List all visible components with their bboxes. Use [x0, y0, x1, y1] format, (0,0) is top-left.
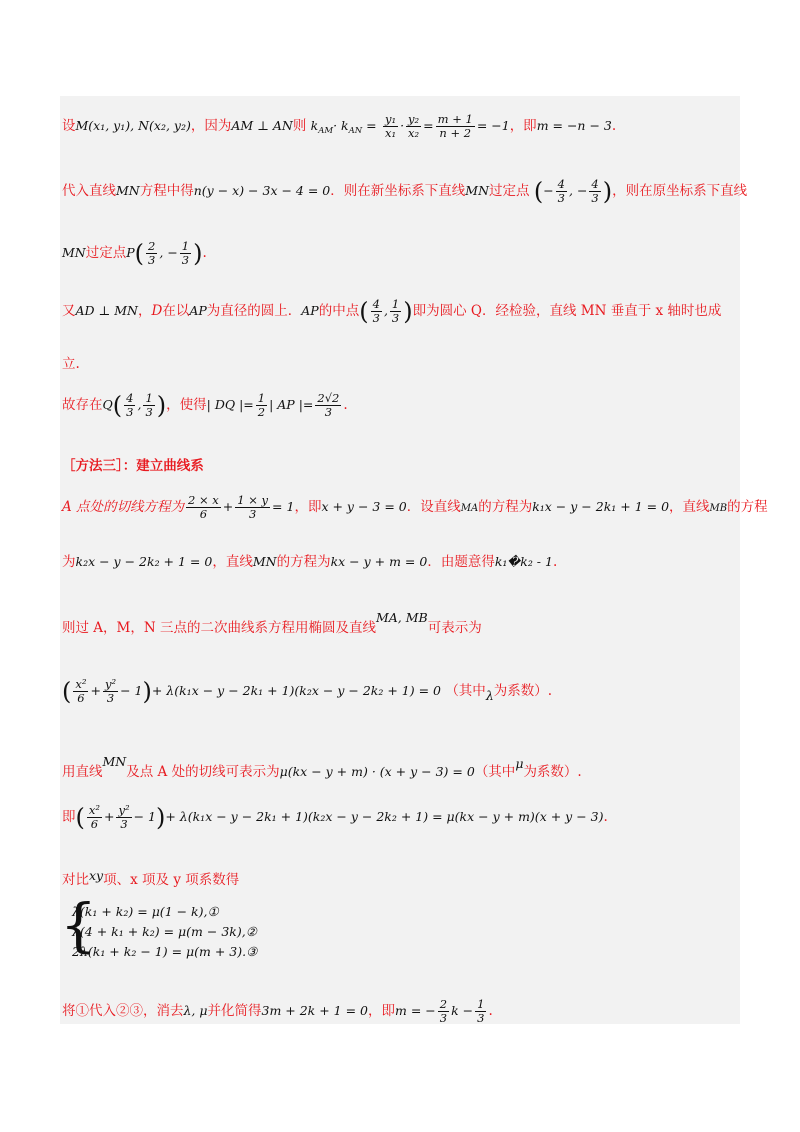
math: AP	[189, 303, 207, 318]
math: − 1	[120, 683, 143, 698]
text: 为系数）.	[493, 683, 553, 699]
math: λ, μ	[183, 1003, 208, 1018]
fraction: $\frac{2}{3}$	[148, 239, 156, 267]
line-11: ( $\frac{\text{x²}}{6}$ + $\frac{\text{y²}}{3}$ − 1)+ λ(k₁x − y − 2k₁ + 1)(k₂x − y − 2k₂ + 1) = 0 （其中λ为系数）.	[62, 677, 553, 706]
math: μ(kx − y + m) · (x + y − 3) = 0	[279, 764, 475, 779]
math: | DQ |=	[206, 397, 254, 412]
text: 对比	[62, 872, 89, 888]
fraction: $\frac{2 \times x}{6}$	[188, 493, 219, 521]
fraction: $\frac{4}{3}$	[126, 391, 134, 419]
math: MN	[116, 183, 140, 198]
math: MN	[62, 245, 86, 260]
line-10	[62, 608, 482, 638]
text: 即	[62, 809, 76, 825]
line-9	[62, 552, 557, 572]
text: .	[343, 397, 348, 413]
math: n(y − x) − 3x − 4 = 0	[193, 183, 331, 198]
text: .	[488, 1003, 493, 1019]
line-5	[62, 354, 80, 374]
math: xy	[89, 868, 104, 883]
text: 将①代入②③，消去	[62, 1003, 184, 1019]
text: （其中	[445, 683, 486, 699]
equation-row: 2λ(k₁ + k₂ − 1) = μ(m + 3).③	[72, 944, 258, 959]
text: .	[552, 554, 558, 570]
line-15	[62, 998, 493, 1025]
line-1: 设M(x₁, y₁), N(x₂, y₂)，因为AM ⊥ AN则 $k_{AM}\cdot k_{AN}$ = $\frac{\text{y₁}}{\text{x₁}}$ · $\frac{\text{y₂}}{\text{x₂}}$ = $\frac{m + 1}{n + 2}$ = −1，即m = −n − 3.	[62, 112, 617, 140]
math: +	[90, 683, 101, 698]
fraction: $\frac{1}{3}$	[477, 997, 485, 1025]
line-13: 即( $\frac{\text{x²}}{6}$ + $\frac{\text{y²}}{3}$ − 1)+ λ(k₁x − y − 2k₁ + 1)(k₂x − y − 2k₂ + 1) = μ(kx − y + m)(x + y − 3).	[62, 803, 608, 832]
math: MN	[102, 754, 127, 769]
fraction: $\frac{\text{x²}}{6}$	[88, 803, 100, 831]
math: | AP |=	[269, 397, 314, 412]
fraction: $\frac{2√2}{3}$	[317, 391, 340, 419]
math: k −	[451, 1003, 474, 1018]
line-2: 代入直线MN方程中得n(y − x) − 3x − 4 = 0．则在新坐标系下直线MN过定点 (− $\frac{4}{3}$ , − $\frac{4}{3}$ )，则在原坐标系下直线	[62, 177, 748, 206]
fraction: $\frac{4}{3}$	[372, 297, 380, 325]
math: AP	[301, 303, 319, 318]
text: 的方程为	[478, 499, 533, 515]
fraction: $\frac{1}{2}$	[257, 391, 266, 419]
text: 即为圆心 Q．经检验，直线 MN 垂直于 x 轴时也成	[412, 303, 722, 319]
fraction: $\frac{1 \times y}{3}$	[237, 493, 269, 521]
text: 并化简得	[207, 1003, 262, 1019]
section-heading	[62, 456, 204, 476]
text: 设	[62, 118, 76, 134]
fraction: $\frac{\text{y²}}{3}$	[104, 677, 117, 705]
text: ，因为	[190, 118, 232, 134]
math: M(x₁, y₁), N(x₂, y₂)	[75, 118, 191, 133]
math: MA	[460, 503, 479, 514]
text: ．则在新坐标系下直线	[330, 183, 466, 199]
fraction: $\frac{m + 1}{n + 2}$	[437, 112, 473, 140]
math: k₁x − y − 2k₁ + 1 = 0	[532, 499, 670, 514]
line-8	[62, 494, 768, 521]
text: 为	[62, 554, 76, 570]
math: +	[222, 499, 234, 514]
equation-row: λ(k₁ + k₂) = μ(1 − k),①	[72, 904, 219, 919]
text: 及点 A 处的切线可表示为	[126, 764, 280, 780]
math: MB	[709, 503, 728, 514]
math: AM ⊥ AN	[231, 118, 293, 133]
equation-row: λ(4 + k₁ + k₂) = μ(m − 3k),②	[72, 924, 257, 939]
text: 立.	[62, 356, 80, 372]
text: 过定点	[85, 245, 127, 261]
text: 的方程	[727, 499, 768, 515]
math: + λ(k₁x − y − 2k₁ + 1)(k₂x − y − 2k₂ + 1) = μ(kx − y + m)(x + y − 3)	[165, 809, 604, 824]
fraction: $\frac{4}{3}$	[591, 177, 599, 205]
text: ，直线	[212, 554, 253, 570]
text: 项、x 项及 y 项系数得	[103, 872, 240, 888]
fraction: $\frac{\text{y₂}}{\text{x₂}}$	[408, 112, 420, 140]
text: ．由题意得	[427, 554, 495, 570]
math: MA, MB	[375, 610, 428, 625]
text: ．设直线	[406, 499, 461, 515]
fraction: $\frac{1}{3}$	[181, 239, 190, 267]
fraction: $\frac{\text{y²}}{3}$	[118, 803, 130, 831]
text: 方程中得	[139, 183, 194, 199]
math: kx − y + m = 0	[330, 554, 428, 569]
text: （其中	[474, 764, 516, 780]
text: ，使得	[166, 397, 207, 413]
line-14	[62, 866, 239, 890]
math: μ	[515, 756, 524, 771]
math: +	[103, 809, 115, 824]
text: 可表示为	[427, 620, 482, 636]
math: 3m + 2k + 1 = 0	[261, 1003, 369, 1018]
text: .	[603, 809, 608, 825]
text: .	[611, 118, 617, 134]
math: $k_{AM}\cdot k_{AN}$ =	[310, 118, 377, 136]
math: λ	[485, 688, 494, 703]
math: − 1	[133, 809, 156, 824]
heading-text: ［方法三］：建立曲线系	[62, 458, 204, 474]
text: 代入直线	[62, 183, 116, 199]
text: 在以	[162, 303, 190, 319]
text: ，即	[294, 499, 322, 515]
math: x + y − 3 = 0	[321, 499, 407, 514]
fraction: $\frac{\text{y₁}}{\text{x₁}}$	[384, 112, 397, 140]
line-6: 故存在Q( $\frac{4}{3}$ , $\frac{1}{3}$ )，使得| DQ |= $\frac{1}{2}$ | AP |= $\frac{2√2}{3}$ .	[62, 391, 348, 420]
math: m = −	[395, 1003, 436, 1018]
math: MN	[252, 554, 277, 569]
text: 的中点	[318, 303, 360, 319]
text: 过定点	[489, 183, 530, 199]
math: P	[126, 245, 135, 260]
text: D	[151, 303, 163, 319]
text: A 点处的切线方程为	[62, 499, 185, 515]
text: .	[202, 245, 207, 261]
math: = −1	[476, 118, 510, 133]
line-4: 又AD ⊥ MN，D在以AP为直径的圆上．AP的中点( $\frac{4}{3}$ , $\frac{1}{3}$ )即为圆心 Q．经检验，直线 MN 垂直于 x 轴时也成	[62, 297, 722, 326]
fraction: $\frac{1}{3}$	[145, 391, 153, 419]
left-brace: {	[60, 891, 97, 959]
math: m = −n − 3	[536, 118, 612, 133]
equation-system	[60, 891, 362, 964]
text: ，即	[509, 118, 537, 134]
fraction: $\frac{2}{3}$	[439, 997, 448, 1025]
math: = 1	[272, 499, 295, 514]
text: 则	[292, 118, 307, 134]
fraction: $\frac{\text{x²}}{6}$	[75, 677, 87, 705]
text: 则过 A，M，N 三点的二次曲线系方程用椭圆及直线	[62, 620, 376, 636]
text: ，则在原坐标系下直线	[612, 183, 748, 199]
line-3: MN过定点P( $\frac{2}{3}$ , − $\frac{1}{3}$ ).	[62, 239, 207, 268]
math: Q	[102, 397, 113, 412]
text: ，即	[368, 1003, 396, 1019]
text: ，	[138, 303, 152, 319]
fraction: $\frac{4}{3}$	[557, 177, 565, 205]
math: MN	[465, 183, 490, 198]
line-12	[62, 752, 582, 782]
text: ，直线	[669, 499, 710, 515]
text: 为直径的圆上．	[206, 303, 302, 319]
text: 用直线	[62, 764, 103, 780]
fraction: $\frac{1}{3}$	[391, 297, 400, 325]
math: k₁�k₂ - 1	[494, 554, 553, 569]
math: k₂x − y − 2k₂ + 1 = 0	[75, 554, 213, 569]
text: 为系数）.	[523, 764, 582, 780]
math: + λ(k₁x − y − 2k₁ + 1)(k₂x − y − 2k₂ + 1) = 0	[151, 683, 442, 698]
text: 的方程为	[276, 554, 331, 570]
text: 故存在	[62, 397, 103, 413]
math: AD ⊥ MN	[75, 303, 138, 318]
text: 又	[62, 303, 76, 319]
